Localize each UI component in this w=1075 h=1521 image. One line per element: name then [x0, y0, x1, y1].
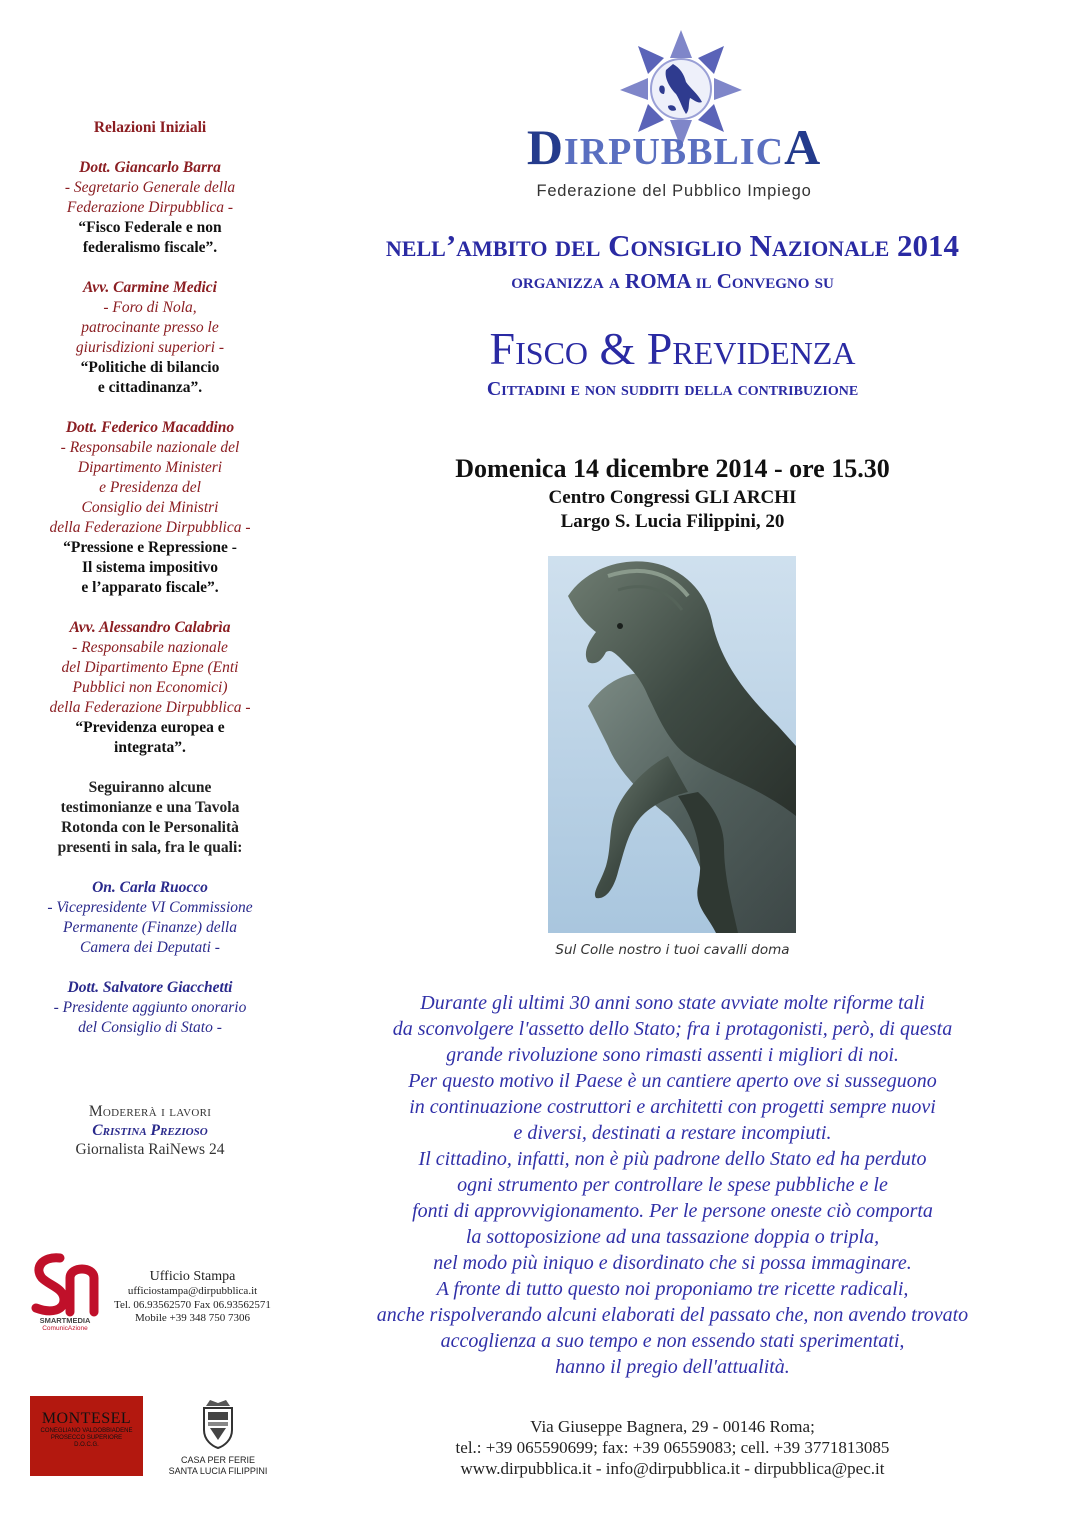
- moderator-block: [30, 1102, 270, 1159]
- event-title: Fisco & Previdenza: [489, 323, 856, 374]
- body-line: fonti di approvvigionamento. Per le persone oneste ciò comporta: [412, 1200, 933, 1222]
- montesel-sub-line: CONEGLIANO VALDOBBIADENE: [40, 1428, 133, 1434]
- press-office-title: Ufficio Stampa: [149, 1269, 236, 1284]
- press-mobile: Mobile +39 348 750 7306: [135, 1312, 250, 1324]
- moderator-name: Cristina Prezioso: [92, 1122, 208, 1139]
- body-line: Durante gli ultimi 30 anni sono state avviate molte riforme tali: [420, 992, 925, 1014]
- talk-title: Il sistema impositivo: [81, 559, 219, 576]
- speaker-role: - Segretario Generale della: [64, 179, 236, 196]
- guest-role: - Vicepresidente VI Commissione: [47, 899, 253, 916]
- intro-line: Seguiranno alcune: [88, 779, 212, 796]
- speaker-block: [20, 418, 280, 598]
- org-name-part: PUBBLIC: [608, 131, 785, 173]
- speaker-name: Avv. Carmine Medici: [83, 279, 217, 296]
- organization-subtitle: Federazione del Pubblico Impiego: [536, 182, 812, 200]
- speaker-role: - Responsabile nazionale del: [60, 439, 240, 456]
- intro-line: Rotonda con le Personalità: [61, 819, 239, 836]
- speaker-role: patrocinante presso le: [81, 319, 219, 336]
- speaker-role: della Federazione Dirpubblica -: [49, 699, 251, 716]
- sub-headline: organizza a ROMA il Convegno su: [511, 269, 834, 293]
- event-venue: Centro Congressi GLI ARCHI: [548, 487, 797, 508]
- talk-title: integrata”.: [114, 739, 186, 756]
- body-line: ogni strumento per controllare le spese pubbliche e le: [457, 1174, 888, 1196]
- guest-role: - Presidente aggiunto onorario: [53, 999, 247, 1016]
- guest-name: On. Carla Ruocco: [92, 879, 208, 896]
- talk-title: “Politiche di bilancio: [80, 359, 220, 376]
- guest-block: [20, 978, 280, 1038]
- speaker-role: Consiglio dei Ministri: [81, 499, 219, 516]
- casa-per-ferie-label: [160, 1455, 276, 1477]
- talk-title: e cittadinanza”.: [97, 379, 203, 396]
- roundtable-intro: [20, 778, 280, 858]
- intro-line: presenti in sala, fra le quali:: [57, 839, 243, 856]
- speakers-column: [20, 118, 280, 1038]
- speaker-name: Avv. Alessandro Calabrìa: [69, 619, 231, 636]
- talk-title: “Pressione e Repressione -: [63, 539, 237, 556]
- speaker-name: Dott. Giancarlo Barra: [79, 159, 221, 176]
- event-subtitle: Cittadini e non sudditi della contribuzione: [486, 378, 859, 400]
- intro-line: testimonianze e una Tavola: [60, 799, 240, 816]
- casa-crest-icon: [198, 1396, 238, 1450]
- contacts-footer: [400, 1416, 945, 1479]
- moderator-label: Modererà i lavori: [88, 1103, 212, 1120]
- body-text: [305, 990, 1040, 1380]
- speaker-role: e Presidenza del: [99, 479, 201, 496]
- montesel-subtitle: [30, 1428, 143, 1449]
- org-name-part: A: [784, 119, 822, 175]
- body-line: nel modo più iniquo e disordinato che si possa immaginare.: [433, 1252, 912, 1274]
- speaker-role: giurisdizioni superiori -: [75, 339, 225, 356]
- photo-caption: Sul Colle nostro i tuoi cavalli doma: [555, 942, 790, 958]
- org-name-part: IR: [563, 131, 609, 173]
- body-line: da sconvolgere l'assetto dello Stato; fra i protagonisti, però, di questa: [392, 1018, 953, 1040]
- headline: nell’ambito del Consiglio Nazionale 2014: [385, 228, 960, 263]
- body-line: anche rispolverando alcuni elaborati del passato che, non avendo trovato: [376, 1304, 969, 1326]
- guest-role: Permanente (Finanze) della: [63, 919, 237, 936]
- org-name-part: D: [526, 119, 564, 175]
- press-email: ufficiostampa@dirpubblica.it: [127, 1285, 258, 1297]
- talk-title: “Previdenza europea e: [75, 719, 225, 736]
- organization-name: [500, 118, 848, 181]
- speaker-block: [20, 278, 280, 398]
- montesel-sub-line: D.O.C.G.: [74, 1442, 99, 1448]
- body-line: Il cittadino, infatti, non è più padrone dello Stato ed ha perduto: [418, 1148, 927, 1170]
- body-line: e diversi, destinati a restare incompiuti.: [513, 1122, 832, 1144]
- montesel-sub-line: PROSECCO SUPERIORE: [50, 1435, 123, 1441]
- guest-role: del Consiglio di Stato -: [78, 1019, 222, 1036]
- speaker-name: Dott. Federico Macaddino: [65, 419, 235, 436]
- press-office: [100, 1269, 285, 1326]
- body-line: la sottoposizione ad una tassazione doppia o tripla,: [465, 1226, 880, 1248]
- body-line: hanno il pregio dell'attualità.: [555, 1356, 790, 1378]
- speaker-block: [20, 618, 280, 758]
- section-heading: Relazioni Iniziali: [93, 119, 207, 136]
- speaker-role: - Responsabile nazionale: [72, 639, 228, 656]
- speaker-role: del Dipartimento Epne (Enti: [61, 659, 239, 676]
- speaker-role: - Foro di Nola,: [103, 299, 197, 316]
- speaker-block: [20, 158, 280, 258]
- casa-line: SANTA LUCIA FILIPPINI: [168, 1466, 268, 1476]
- montesel-logo: [30, 1396, 143, 1476]
- smartmedia-logo-text: SMARTMEDIA: [39, 1316, 91, 1325]
- guest-block: [20, 878, 280, 958]
- body-line: accoglienza a suo tempo e non essendo stati sperimentati,: [440, 1330, 905, 1352]
- press-phone: Tel. 06.93562570 Fax 06.93562571: [114, 1298, 271, 1311]
- speaker-role: Pubblici non Economici): [72, 679, 228, 696]
- event-address: Largo S. Lucia Filippini, 20: [560, 511, 785, 532]
- montesel-name: MONTESEL: [41, 1410, 132, 1427]
- body-line: in continuazione costruttori e architetti con progetti sempre nuovi: [409, 1096, 936, 1118]
- speaker-role: Dipartimento Ministeri: [77, 459, 223, 476]
- guest-name: Dott. Salvatore Giacchetti: [67, 979, 233, 996]
- speaker-role: della Federazione Dirpubblica -: [49, 519, 251, 536]
- moderator-role: Giornalista RaiNews 24: [75, 1141, 225, 1158]
- contact-phones: tel.: +39 065590699; fax: +39 06559083; cell. +39 3771813085: [455, 1438, 890, 1457]
- smartmedia-logo-subtext: ComunicAzione: [42, 1325, 88, 1332]
- talk-title: e l’apparato fiscale”.: [81, 579, 219, 596]
- body-line: grande rivoluzione sono rimasti assenti i migliori di noi.: [446, 1044, 899, 1066]
- contact-web[interactable]: www.dirpubblica.it - info@dirpubblica.it - dirpubblica@pec.it: [460, 1459, 885, 1478]
- body-line: A fronte di tutto questo noi proponiamo tre ricette radicali,: [436, 1278, 909, 1300]
- body-line: Per questo motivo il Paese è un cantiere aperto ove si susseguono: [408, 1070, 937, 1092]
- speaker-role: Federazione Dirpubblica -: [66, 199, 234, 216]
- event-date: Domenica 14 dicembre 2014 - ore 15.30: [455, 454, 890, 483]
- horse-statue-photo: [548, 556, 796, 933]
- casa-line: CASA PER FERIE: [180, 1455, 256, 1465]
- talk-title: federalismo fiscale”.: [82, 239, 218, 256]
- talk-title: “Fisco Federale e non: [78, 219, 222, 236]
- guest-role: Camera dei Deputati -: [80, 939, 220, 956]
- contact-address: Via Giuseppe Bagnera, 29 - 00146 Roma;: [530, 1417, 815, 1436]
